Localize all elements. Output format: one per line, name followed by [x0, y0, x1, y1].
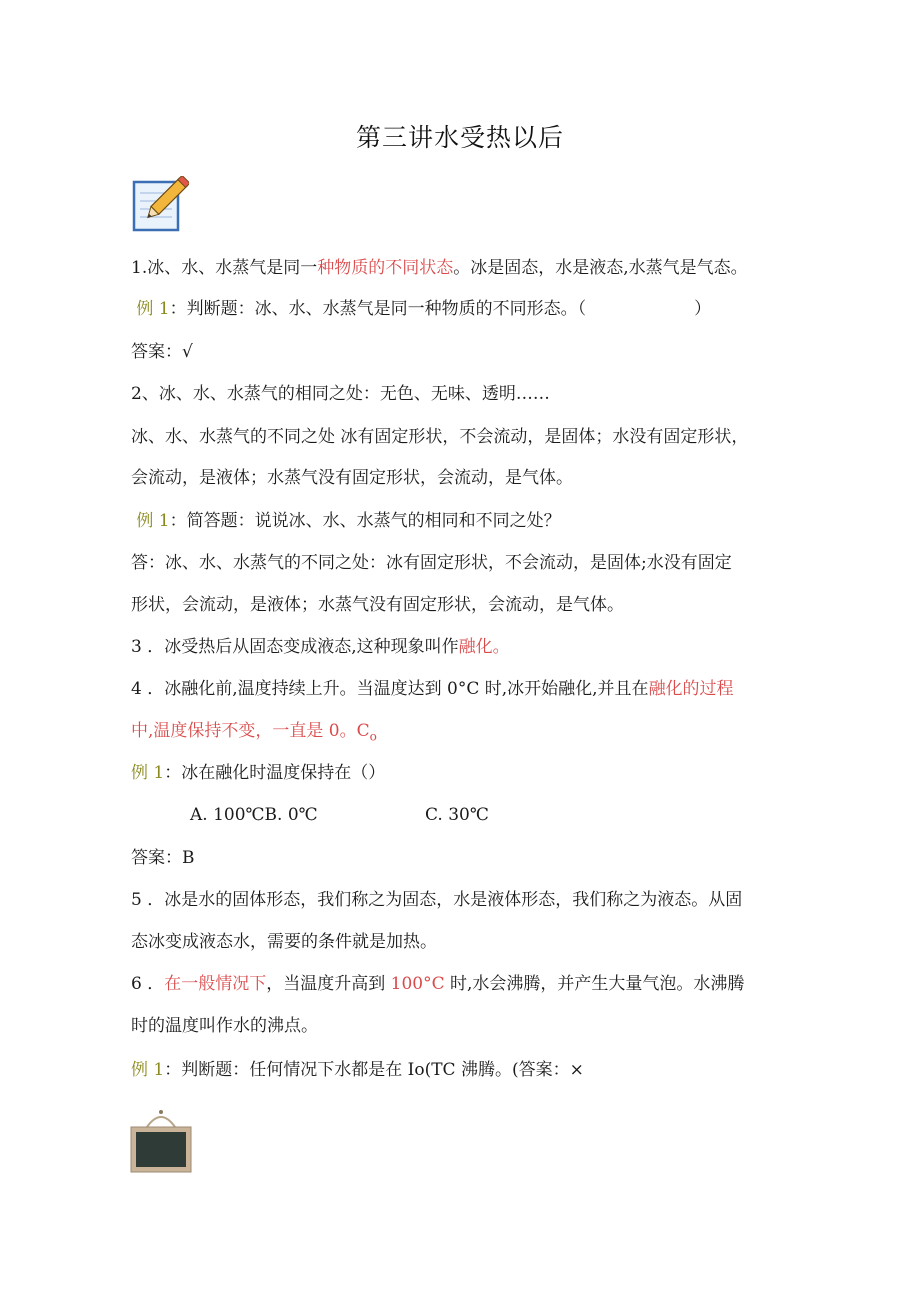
- answer-3: 答案：B: [131, 848, 195, 868]
- answer-1: 答案：√: [131, 342, 193, 362]
- point-5: 5 ．冰是水的固体形态，我们称之为固态，水是液体形态，我们称之为液态。从固: [131, 890, 743, 910]
- answer-2-line-2: 形状，会流动，是液体；水蒸气没有固定形状，会流动，是气体。: [131, 595, 624, 615]
- point-4: 4 ．冰融化前,温度持续上升。当温度达到 0°C 时,冰开始融化,并且在融化的过程: [131, 679, 734, 699]
- example-2: 例 1：简答题：说说冰、水、水蒸气的相同和不同之处？: [136, 511, 561, 531]
- answer-2-line-1: 答：冰、水、水蒸气的不同之处：冰有固定形状，不会流动，是固体;水没有固定: [131, 553, 732, 573]
- example-4: 例 1：判断题：任何情况下水都是在 Io(TC 沸腾。(答案：×: [131, 1060, 584, 1080]
- point-2-line-3: 会流动，是液体；水蒸气没有固定形状，会流动，是气体。: [131, 468, 573, 488]
- point-5-line-2: 态冰变成液态水，需要的条件就是加热。: [131, 932, 437, 952]
- point-6-line-2: 时的温度叫作水的沸点。: [131, 1016, 318, 1036]
- point-3: 3 ．冰受热后从固态变成液态,这种现象叫作融化。: [131, 637, 510, 657]
- example-1: 例 1：判断题：冰、水、水蒸气是同一种物质的不同形态。（ ）: [136, 299, 712, 319]
- option-a-b: A. 100℃B. 0℃: [190, 805, 318, 825]
- notepad-pencil-icon: [131, 176, 189, 234]
- page-title: 第三讲水受热以后: [355, 123, 564, 152]
- point-1: 1.冰、水、水蒸气是同一种物质的不同状态。冰是固态，水是液态,水蒸气是气态。: [131, 258, 748, 278]
- point-4-line-2: 中,温度保持不变，一直是 0。$C_o$: [131, 721, 377, 744]
- example-3: 例 1：冰在融化时温度保持在（）: [131, 763, 386, 783]
- option-c: C. 30℃: [425, 805, 489, 825]
- point-2-line-2: 冰、水、水蒸气的不同之处 冰有固定形状，不会流动，是固体；水没有固定形状，: [131, 427, 749, 447]
- point-6: 6 ．在一般情况下，当温度升高到 100°C 时,水会沸腾，并产生大量气泡。水沸腾: [131, 974, 745, 994]
- point-2: 2、冰、水、水蒸气的相同之处：无色、无味、透明……: [131, 384, 550, 404]
- blackboard-icon: [129, 1105, 193, 1173]
